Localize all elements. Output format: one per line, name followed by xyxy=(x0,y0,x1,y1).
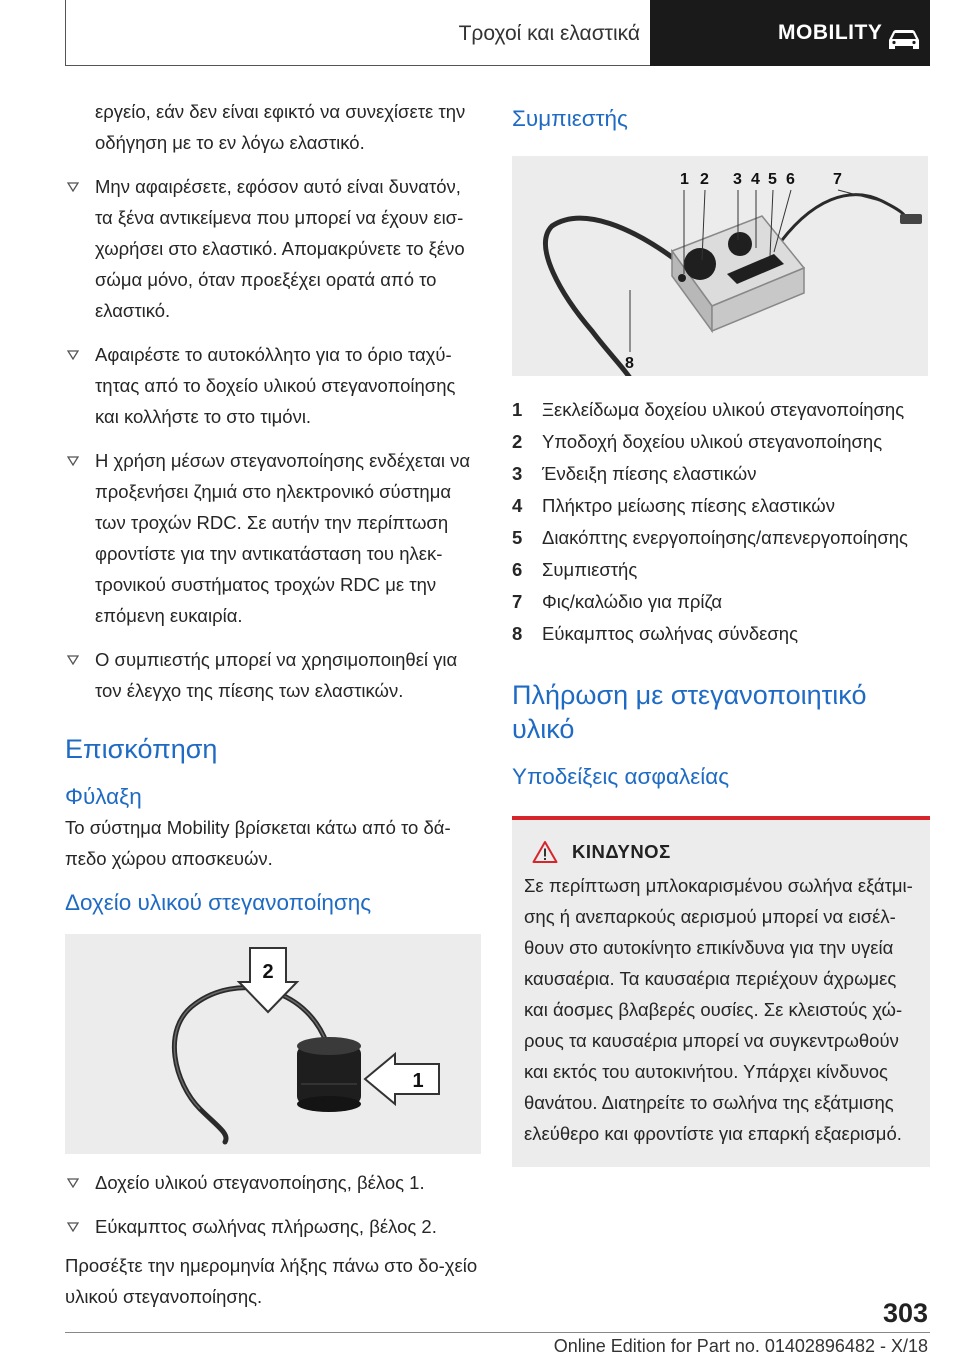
triangle-bullet-icon xyxy=(67,456,79,466)
triangle-bullet-icon xyxy=(67,1222,79,1232)
legend-number: 2 xyxy=(512,431,523,452)
storage-text: Το σύστημα Mobility βρίσκεται κάτω από το δά‐πεδο χώρου αποσκευών. xyxy=(65,817,451,869)
note-item xyxy=(65,171,483,326)
section-title: Τροχοί και ελαστικά xyxy=(458,22,640,45)
footer-divider xyxy=(65,1332,930,1333)
storage-heading: Φύλαξη xyxy=(65,784,142,809)
compressor-heading: Συμπιεστής xyxy=(512,106,628,131)
note-text: Ο συμπιεστής μπορεί να χρησιμοποιηθεί για τον έλεγχο της πίεσης των ελαστικών. xyxy=(95,649,458,701)
note-item xyxy=(65,644,483,706)
danger-title: ΚΙΝΔΥΝΟΣ xyxy=(572,841,671,862)
intro-continuation: εργείο, εάν δεν είναι εφικτό να συνεχίσετε την οδήγηση με το εν λόγω ελαστικό. xyxy=(95,101,466,153)
danger-header xyxy=(532,840,918,864)
legend-text: Υποδοχή δοχείου υλικού στεγανοποίησης xyxy=(542,431,883,452)
legend-item xyxy=(512,394,930,426)
fill-heading: Πλήρωση με στεγανοποιητικό υλικό xyxy=(512,680,867,744)
page-number: 303 xyxy=(882,1298,928,1328)
legend-number: 5 xyxy=(512,527,523,548)
legend-number: 7 xyxy=(512,591,523,612)
figure-label: 2 xyxy=(262,961,274,983)
figure-label: 3 xyxy=(733,171,742,188)
note-text: Αφαιρέστε το αυτοκόλλητο για το όριο ταχύ‐τητας από το δοχείο υλικού στεγανοποίησης και κολλήστε το στο τιμόνι. xyxy=(95,344,456,427)
figure-label: 8 xyxy=(625,355,634,372)
warning-triangle-icon xyxy=(532,840,558,864)
category-tab xyxy=(650,0,930,66)
figure-label: 1 xyxy=(680,171,689,188)
legend-number: 3 xyxy=(512,463,523,484)
overview-heading: Επισκόπηση xyxy=(65,734,218,764)
triangle-bullet-icon xyxy=(67,1178,79,1188)
compressor-illustration xyxy=(512,156,928,376)
safety-heading: Υποδείξεις ασφαλείας xyxy=(512,764,730,789)
figure-item xyxy=(65,1211,483,1242)
danger-box xyxy=(512,816,930,1167)
compressor-legend xyxy=(512,394,930,650)
figure-label: 2 xyxy=(700,171,709,188)
danger-text: Σε περίπτωση μπλοκαρισμένου σωλήνα εξάτμι‐σης ή ανεπαρκούς αερισμού μπορεί να εισέλ‐θουν στο αυτοκίνητο επικίνδυνα για την υγεία καυσαέρια. Τα καυσαέρια περιέχουν άχρωμες και άοσμες βλαβερές ουσίες. Σε κλειστούς χώ‐ρους τα καυσαέρια μπορεί να συγκεντρωθούν και εκτός του αυτοκινήτου. Υπάρχει κίνδυνος θανάτου. Διατηρείτε το σωλήνα της εξάτμισης ελεύθερο και φροντίστε για επαρκή εξαερισμό. xyxy=(524,875,913,1144)
legend-text: Ένδειξη πίεσης ελαστικών xyxy=(542,463,757,484)
right-column xyxy=(512,96,930,1167)
figure-item-text: Δοχείο υλικού στεγανοποίησης, βέλος 1. xyxy=(95,1172,425,1193)
triangle-bullet-icon xyxy=(67,350,79,360)
legend-item xyxy=(512,490,930,522)
legend-text: Διακόπτης ενεργοποίησης/απενεργοποίησης xyxy=(542,527,908,548)
legend-item xyxy=(512,554,930,586)
triangle-bullet-icon xyxy=(67,182,79,192)
sealant-container-figure xyxy=(65,934,481,1154)
note-item xyxy=(65,339,483,432)
triangle-bullet-icon xyxy=(67,655,79,665)
figure-label: 7 xyxy=(833,171,842,188)
legend-text: Πλήκτρο μείωσης πίεσης ελαστικών xyxy=(542,495,835,516)
legend-text: Φις/καλώδιο για πρίζα xyxy=(542,591,723,612)
legend-number: 8 xyxy=(512,623,523,644)
figure-label: 1 xyxy=(412,1070,424,1092)
legend-text: Εύκαμπτος σωλήνας σύνδεσης xyxy=(542,623,798,644)
edition-text: Online Edition for Part no. 01402896482 - X/18 xyxy=(553,1336,928,1356)
figure-item-text: Εύκαμπτος σωλήνας πλήρωσης, βέλος 2. xyxy=(95,1216,437,1237)
note-item xyxy=(65,445,483,631)
category-label: MOBILITY xyxy=(778,21,883,44)
legend-text: Συμπιεστής xyxy=(542,559,638,580)
car-icon xyxy=(886,28,922,50)
note-text: Μην αφαιρέσετε, εφόσον αυτό είναι δυνατόν, τα ξένα αντικείμενα που μπορεί να έχουν εισ‐χωρήσει στο ελαστικό. Απομακρύνετε το ξένο σώμα μόνο, όταν προεξέχει ορατά από το ελαστικό. xyxy=(95,176,465,321)
sealant-container-illustration xyxy=(65,934,481,1154)
figure-label: 4 xyxy=(751,171,760,188)
legend-item xyxy=(512,618,930,650)
legend-item xyxy=(512,586,930,618)
left-column xyxy=(65,96,483,1312)
compressor-figure xyxy=(512,156,928,376)
legend-item xyxy=(512,522,930,554)
figure-label: 6 xyxy=(786,171,795,188)
container-heading: Δοχείο υλικού στεγανοποίησης xyxy=(65,890,372,915)
legend-text: Ξεκλείδωμα δοχείου υλικού στεγανοποίησης xyxy=(542,399,905,420)
legend-item xyxy=(512,426,930,458)
notes-list xyxy=(65,171,483,706)
figure-label: 5 xyxy=(768,171,777,188)
figure-item xyxy=(65,1167,483,1198)
legend-number: 6 xyxy=(512,559,523,580)
note-text: Η χρήση μέσων στεγανοποίησης ενδέχεται να προξενήσει ζημιά στο ηλεκτρονικό σύστημα των τροχών RDC. Σε αυτήν την περίπτωση φροντίστε για την αντικατάσταση του ηλεκ‐τρονικού συστήματος τροχών RDC με την επόμενη ευκαιρία. xyxy=(95,450,471,626)
expiry-text: Προσέξτε την ημερομηνία λήξης πάνω στο δο‐χείο υλικού στεγανοποίησης. xyxy=(65,1255,478,1307)
figure-items-list xyxy=(65,1167,483,1242)
legend-number: 4 xyxy=(512,495,523,516)
legend-item xyxy=(512,458,930,490)
legend-number: 1 xyxy=(512,399,523,420)
